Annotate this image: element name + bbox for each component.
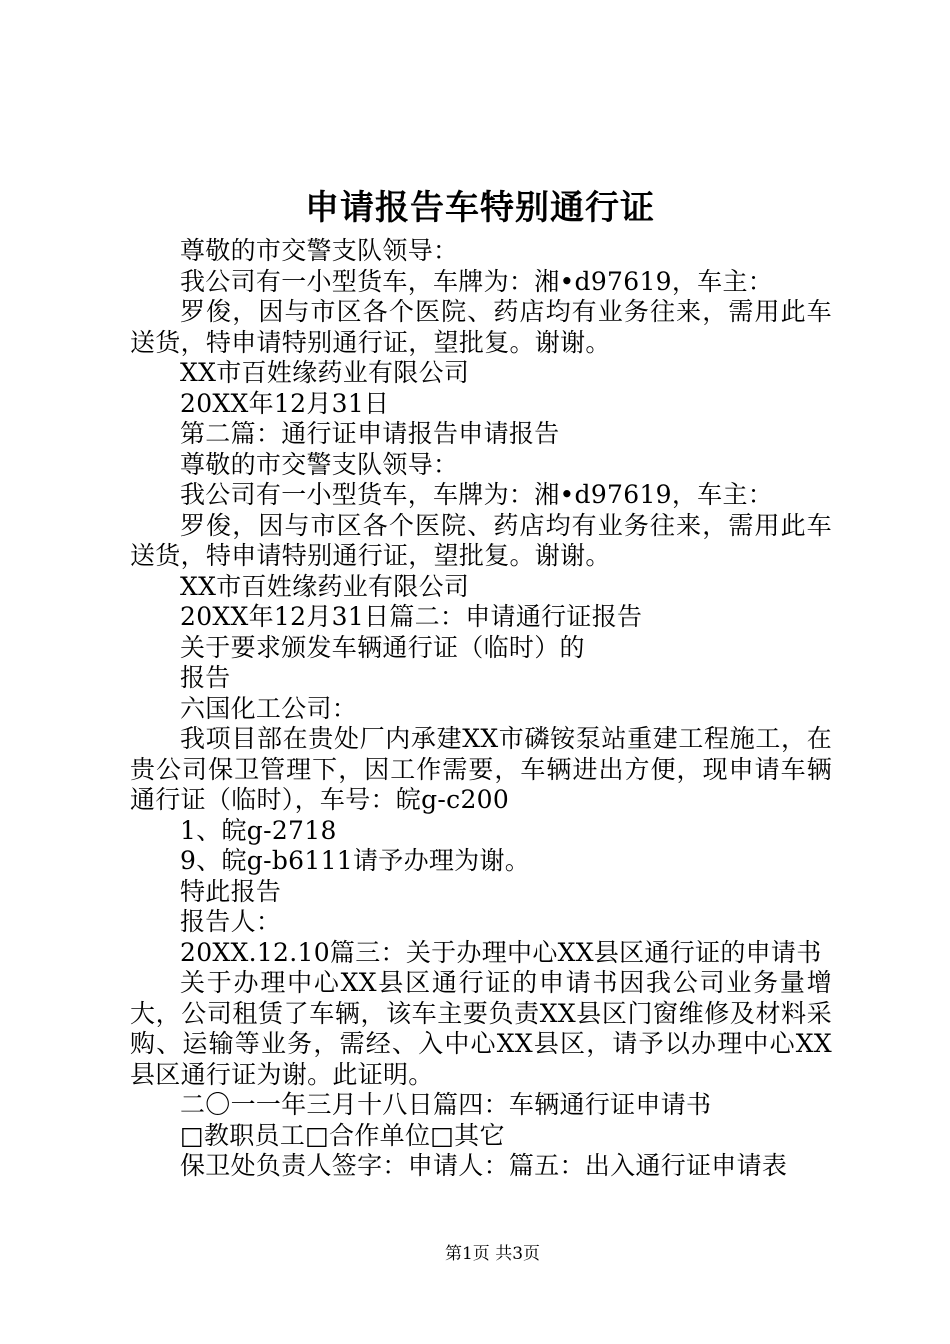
paragraph: 1、皖g-2718	[180, 815, 337, 845]
paragraph: 我公司有一小型货车，车牌为：湘•d97619，车主：	[180, 480, 774, 509]
paragraph: 20XX年12月31日篇二：申请通行证报告	[180, 602, 643, 631]
paragraph: 六国化工公司：	[180, 693, 358, 723]
paragraph: 罗俊，因与市区各个医院、药店均有业务往来，需用此车送货，特申请特别通行证，望批复。谢谢。	[130, 297, 832, 357]
document-title: 申请报告车特别通行证	[305, 188, 655, 228]
paragraph: 20XX年12月31日	[180, 388, 390, 418]
paragraph: 关于要求颁发车辆通行证（临时）的	[180, 632, 585, 662]
page-footer: 第1页 共3页	[444, 1244, 541, 1264]
paragraph: 特此报告	[180, 876, 282, 906]
paragraph: XX市百姓缘药业有限公司	[180, 571, 470, 601]
paragraph: □教职员工□合作单位□其它	[180, 1120, 505, 1150]
paragraph: 尊敬的市交警支队领导：	[180, 449, 459, 479]
paragraph: 第二篇：通行证申请报告申请报告	[180, 419, 560, 448]
paragraph: 保卫处负责人签字：申请人：篇五：出入通行证申请表	[180, 1151, 788, 1180]
paragraph: 我公司有一小型货车，车牌为：湘•d97619，车主：	[180, 266, 774, 296]
paragraph: 尊敬的市交警支队领导：	[180, 236, 459, 265]
document-body	[130, 236, 832, 1182]
paragraph: 报告	[180, 663, 231, 692]
paragraph: 20XX.12.10篇三：关于办理中心XX县区通行证的申请书	[180, 937, 822, 967]
paragraph: 关于办理中心XX县区通行证的申请书因我公司业务量增大，公司租赁了车辆，该车主要负责XX县区门窗维修及材料采购、运输等业务，需经、入中心XX县区，请予以办理中心XX县区通行证为谢。此证明。	[130, 968, 832, 1089]
paragraph: 9、皖g-b6111请予办理为谢。	[180, 846, 531, 875]
paragraph: 罗俊，因与市区各个医院、药店均有业务往来，需用此车送货，特申请特别通行证，望批复。谢谢。	[130, 510, 832, 570]
paragraph: 我项目部在贵处厂内承建XX市磷铵泵站重建工程施工，在贵公司保卫管理下，因工作需要，车辆进出方便，现申请车辆通行证（临时），车号：皖g-c200	[130, 724, 832, 814]
paragraph: XX市百姓缘药业有限公司	[180, 358, 470, 387]
paragraph: 二〇一一年三月十八日篇四：车辆通行证申请书	[180, 1090, 712, 1119]
paragraph: 报告人：	[180, 907, 282, 936]
